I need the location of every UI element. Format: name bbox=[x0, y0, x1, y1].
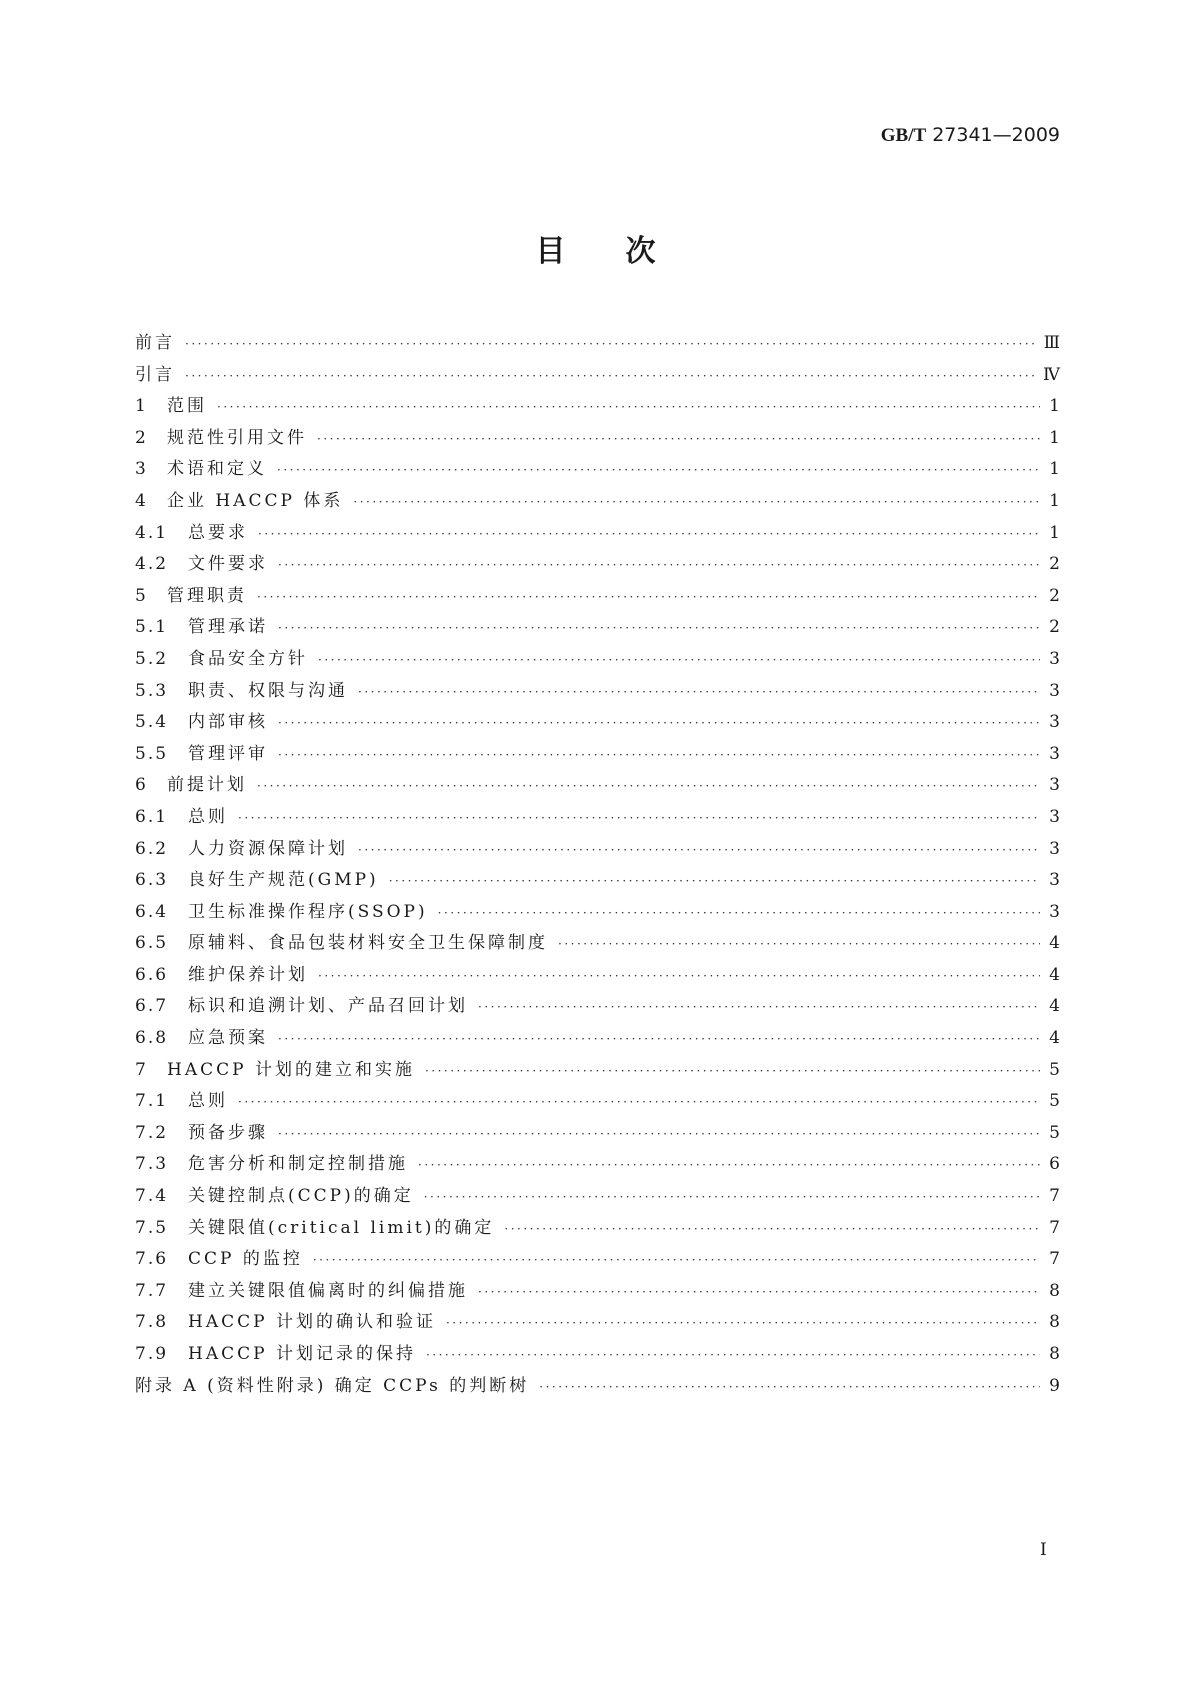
toc-entry[interactable] bbox=[135, 612, 1060, 644]
dot-leader bbox=[539, 1380, 1040, 1394]
toc-entry-label: 管理承诺 bbox=[188, 617, 268, 638]
toc-entry-label: 关键限值(critical limit)的确定 bbox=[188, 1217, 495, 1238]
toc-entry-page: 2 bbox=[1049, 554, 1060, 575]
dot-leader bbox=[478, 1285, 1040, 1299]
toc-entry-page: 8 bbox=[1049, 1312, 1060, 1333]
toc-entry[interactable] bbox=[135, 644, 1060, 676]
toc-entry-page: 7 bbox=[1049, 1249, 1060, 1270]
toc-entry-number: 7.2 bbox=[135, 1122, 169, 1143]
dot-leader bbox=[185, 337, 1038, 351]
toc-entry-number: 7.7 bbox=[135, 1280, 169, 1301]
toc-entry-number: 7.4 bbox=[135, 1186, 169, 1207]
toc-entry-label: 标识和追溯计划、产品召回计划 bbox=[188, 996, 468, 1017]
toc-entry[interactable] bbox=[135, 960, 1060, 992]
toc-entry-number: 1 bbox=[135, 396, 148, 417]
toc-entry-page: 9 bbox=[1049, 1375, 1060, 1396]
dot-leader bbox=[424, 1190, 1040, 1204]
toc-entry-number: 7.3 bbox=[135, 1154, 169, 1175]
toc-entry-number: 6.2 bbox=[135, 838, 169, 859]
toc-entry-number: 6.6 bbox=[135, 964, 169, 985]
toc-entry-label: 内部审核 bbox=[188, 712, 268, 733]
toc-entry-number: 5.1 bbox=[135, 617, 169, 638]
toc-entry-number: 7.9 bbox=[135, 1344, 169, 1364]
toc-entry-number: 7 bbox=[135, 1059, 148, 1080]
toc-entry[interactable] bbox=[135, 897, 1060, 929]
toc-entry-number: 6.4 bbox=[135, 901, 169, 922]
dot-leader bbox=[277, 463, 1040, 477]
dot-leader bbox=[389, 874, 1040, 888]
toc-entry[interactable] bbox=[135, 739, 1060, 771]
toc-entry-label: 良好生产规范(GMP) bbox=[188, 870, 379, 891]
dot-leader bbox=[258, 527, 1040, 541]
toc-entry[interactable] bbox=[135, 423, 1060, 455]
toc-entry[interactable] bbox=[135, 865, 1060, 897]
toc-entry-page: Ⅳ bbox=[1043, 364, 1060, 385]
toc-entry-label: 规范性引用文件 bbox=[167, 427, 307, 448]
toc-entry-label: 职责、权限与沟通 bbox=[188, 680, 348, 701]
toc-entry[interactable] bbox=[135, 1244, 1060, 1276]
toc-entry-page: 4 bbox=[1049, 933, 1060, 954]
toc-entry[interactable] bbox=[135, 391, 1060, 423]
dot-leader bbox=[257, 779, 1040, 793]
toc-entry[interactable] bbox=[135, 1181, 1060, 1213]
toc-entry[interactable] bbox=[135, 518, 1060, 550]
toc-entry-label: 术语和定义 bbox=[167, 459, 267, 480]
standard-number: 27341—2009 bbox=[932, 124, 1060, 146]
toc-entry-label: 关键控制点(CCP)的确定 bbox=[188, 1186, 414, 1207]
toc-entry-page: 1 bbox=[1049, 459, 1060, 480]
toc-entry[interactable] bbox=[135, 1055, 1060, 1087]
toc-entry-page: 5 bbox=[1049, 1122, 1060, 1143]
toc-entry-number: 7.8 bbox=[135, 1312, 169, 1333]
toc-entry[interactable] bbox=[135, 928, 1060, 960]
toc-entry[interactable] bbox=[135, 1371, 1060, 1403]
toc-entry-label: 范围 bbox=[167, 396, 207, 417]
dot-leader bbox=[217, 400, 1040, 414]
toc-entry[interactable] bbox=[135, 991, 1060, 1023]
dot-leader bbox=[358, 685, 1040, 699]
dot-leader bbox=[238, 811, 1040, 825]
toc-entry-page: 3 bbox=[1049, 680, 1060, 701]
toc-entry-number: 5 bbox=[135, 585, 148, 606]
toc-entry[interactable] bbox=[135, 707, 1060, 739]
toc-entry-page: 1 bbox=[1049, 427, 1060, 448]
toc-entry-number: 7.5 bbox=[135, 1217, 169, 1238]
toc-entry[interactable] bbox=[135, 802, 1060, 834]
toc-entry-label: HACCP 计划的建立和实施 bbox=[167, 1059, 415, 1080]
toc-entry-page: 6 bbox=[1049, 1154, 1060, 1175]
toc-entry-number: 5.5 bbox=[135, 743, 169, 764]
toc-entry-label: 管理职责 bbox=[167, 585, 247, 606]
toc-entry-page: 5 bbox=[1049, 1091, 1060, 1112]
dot-leader bbox=[313, 1253, 1040, 1267]
toc-entry-number: 7.1 bbox=[135, 1091, 169, 1112]
toc-entry-number: 5.2 bbox=[135, 648, 169, 669]
toc-entry-page: 5 bbox=[1049, 1059, 1060, 1080]
dot-leader bbox=[238, 1095, 1040, 1109]
dot-leader bbox=[358, 843, 1040, 857]
toc-entry-label: 附录 A (资料性附录) 确定 CCPs 的判断树 bbox=[135, 1375, 530, 1396]
dot-leader bbox=[278, 621, 1040, 635]
toc-entry-label: 总则 bbox=[188, 806, 228, 827]
toc-entry-number: 6 bbox=[135, 775, 148, 796]
toc-entry-page: 3 bbox=[1049, 775, 1060, 796]
dot-leader bbox=[558, 937, 1040, 951]
toc-entry-label: 维护保养计划 bbox=[188, 964, 308, 985]
toc-entry[interactable] bbox=[135, 1149, 1060, 1181]
toc-entry-label: 预备步骤 bbox=[188, 1122, 268, 1143]
toc-entry[interactable] bbox=[135, 1086, 1060, 1118]
toc-entry-label: 文件要求 bbox=[188, 554, 268, 575]
toc-entry-label: 应急预案 bbox=[188, 1028, 268, 1049]
toc-entry[interactable] bbox=[135, 1339, 1060, 1371]
toc-entry-number: 6.1 bbox=[135, 806, 169, 827]
standard-prefix: GB/T bbox=[880, 125, 927, 146]
toc-entry[interactable] bbox=[135, 1307, 1060, 1339]
toc-entry-label: 企业 HACCP 体系 bbox=[167, 490, 344, 511]
toc-entry-label: 总则 bbox=[188, 1091, 228, 1112]
table-of-contents bbox=[135, 328, 1060, 1402]
page-number: I bbox=[1040, 1540, 1047, 1560]
toc-entry-page: Ⅲ bbox=[1043, 333, 1060, 353]
toc-entry-label: 食品安全方针 bbox=[188, 648, 308, 669]
toc-entry-label: 人力资源保障计划 bbox=[188, 838, 348, 859]
toc-entry[interactable] bbox=[135, 1023, 1060, 1055]
toc-entry[interactable] bbox=[135, 581, 1060, 613]
toc-entry-page: 4 bbox=[1049, 964, 1060, 985]
toc-entry-page: 3 bbox=[1049, 743, 1060, 764]
toc-entry-label: 总要求 bbox=[188, 522, 248, 543]
toc-entry-page: 1 bbox=[1049, 522, 1060, 543]
toc-entry-page: 3 bbox=[1049, 648, 1060, 669]
toc-entry-label: 建立关键限值偏离时的纠偏措施 bbox=[188, 1280, 468, 1301]
toc-entry[interactable] bbox=[135, 676, 1060, 708]
dot-leader bbox=[418, 1158, 1040, 1172]
toc-entry-page: 3 bbox=[1049, 806, 1060, 827]
toc-entry[interactable] bbox=[135, 486, 1060, 518]
toc-entry-label: HACCP 计划记录的保持 bbox=[188, 1344, 416, 1364]
toc-entry-label: 前提计划 bbox=[167, 775, 247, 796]
toc-entry-page: 4 bbox=[1049, 996, 1060, 1017]
toc-entry-number: 3 bbox=[135, 459, 148, 480]
dot-leader bbox=[478, 1000, 1040, 1014]
toc-entry-label: CCP 的监控 bbox=[188, 1249, 303, 1270]
toc-entry-page: 3 bbox=[1049, 712, 1060, 733]
toc-entry[interactable] bbox=[135, 549, 1060, 581]
dot-leader bbox=[278, 1032, 1040, 1046]
toc-entry-label: 危害分析和制定控制措施 bbox=[188, 1154, 408, 1175]
toc-entry[interactable] bbox=[135, 1213, 1060, 1245]
dot-leader bbox=[278, 558, 1040, 572]
toc-entry-label: 前言 bbox=[135, 333, 175, 353]
page-title: 目次 bbox=[535, 234, 716, 269]
toc-entry-page: 2 bbox=[1049, 585, 1060, 606]
dot-leader bbox=[425, 1064, 1040, 1078]
toc-entry-page: 7 bbox=[1049, 1217, 1060, 1238]
toc-entry-page: 8 bbox=[1049, 1280, 1060, 1301]
dot-leader bbox=[318, 653, 1040, 667]
toc-entry-number: 6.7 bbox=[135, 996, 169, 1017]
toc-entry-number: 5.3 bbox=[135, 680, 169, 701]
standard-code bbox=[881, 124, 1060, 147]
toc-entry-number: 6.8 bbox=[135, 1028, 169, 1049]
toc-entry-number: 6.5 bbox=[135, 933, 169, 954]
dot-leader bbox=[185, 369, 1037, 383]
dot-leader bbox=[504, 1222, 1040, 1236]
toc-entry-label: 原辅料、食品包装材料安全卫生保障制度 bbox=[188, 933, 548, 954]
toc-entry-number: 4.1 bbox=[135, 522, 169, 543]
dot-leader bbox=[278, 716, 1040, 730]
toc-entry[interactable] bbox=[135, 328, 1060, 360]
dot-leader bbox=[278, 1127, 1040, 1141]
toc-entry[interactable] bbox=[135, 360, 1060, 392]
toc-entry-number: 4.2 bbox=[135, 554, 169, 575]
toc-entry[interactable] bbox=[135, 1118, 1060, 1150]
dot-leader bbox=[257, 590, 1040, 604]
toc-entry-number: 4 bbox=[135, 490, 148, 511]
dot-leader bbox=[353, 495, 1040, 509]
dot-leader bbox=[317, 432, 1040, 446]
toc-entry-page: 3 bbox=[1049, 870, 1060, 891]
toc-entry-page: 2 bbox=[1049, 617, 1060, 638]
toc-entry[interactable] bbox=[135, 454, 1060, 486]
toc-entry[interactable] bbox=[135, 1276, 1060, 1308]
toc-entry-page: 8 bbox=[1049, 1344, 1060, 1364]
toc-entry[interactable] bbox=[135, 834, 1060, 866]
toc-entry-page: 4 bbox=[1049, 1028, 1060, 1049]
toc-entry-label: 管理评审 bbox=[188, 743, 268, 764]
toc-entry-number: 7.6 bbox=[135, 1249, 169, 1270]
toc-entry-page: 1 bbox=[1049, 490, 1060, 511]
toc-entry-number: 6.3 bbox=[135, 870, 169, 891]
dot-leader bbox=[426, 1348, 1040, 1362]
toc-entry-page: 3 bbox=[1049, 838, 1060, 859]
dot-leader bbox=[446, 1316, 1040, 1330]
toc-entry-number: 2 bbox=[135, 427, 148, 448]
toc-entry-label: HACCP 计划的确认和验证 bbox=[188, 1312, 436, 1333]
toc-entry-label: 引言 bbox=[135, 364, 175, 385]
dot-leader bbox=[438, 906, 1040, 920]
toc-entry-number: 5.4 bbox=[135, 712, 169, 733]
dot-leader bbox=[318, 969, 1040, 983]
toc-entry-page: 1 bbox=[1049, 396, 1060, 417]
toc-entry-label: 卫生标准操作程序(SSOP) bbox=[188, 901, 428, 922]
dot-leader bbox=[278, 748, 1040, 762]
toc-entry-page: 3 bbox=[1049, 901, 1060, 922]
toc-entry-page: 7 bbox=[1049, 1186, 1060, 1207]
toc-entry[interactable] bbox=[135, 770, 1060, 802]
